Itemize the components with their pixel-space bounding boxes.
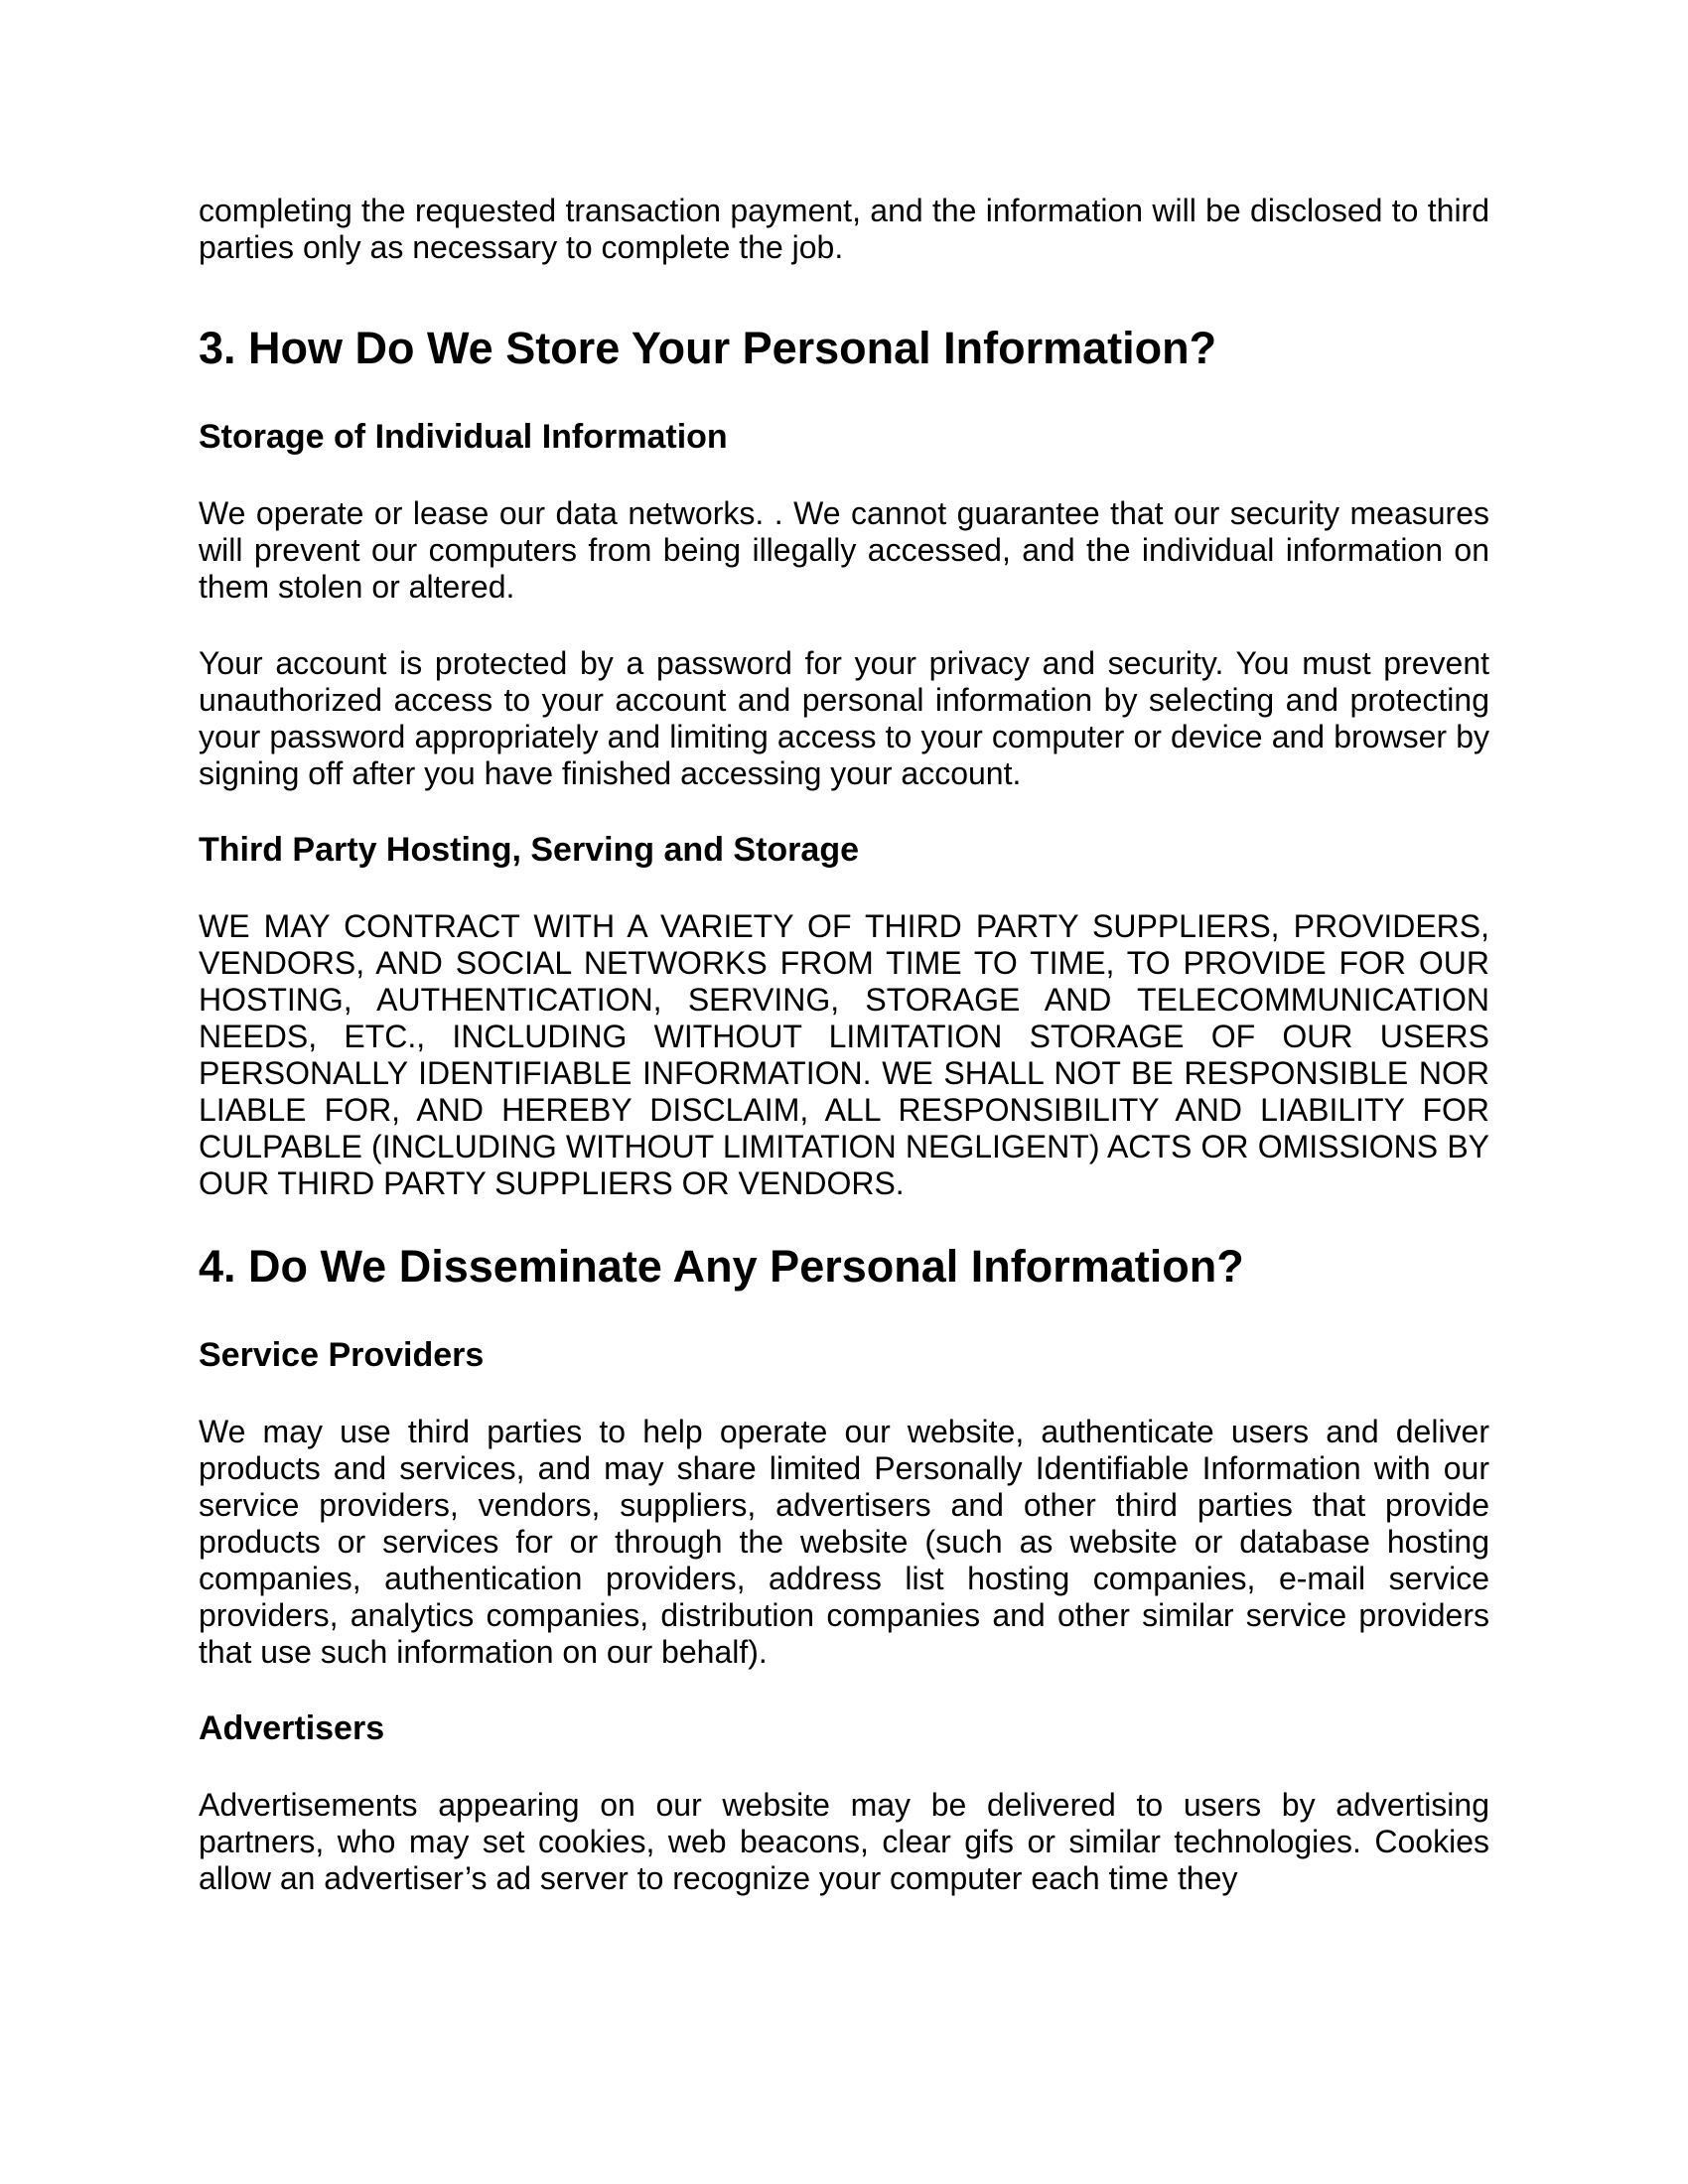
storage-of-individual-information-heading: Storage of Individual Information	[199, 418, 728, 456]
storage-paragraph-2: Your account is protected by a password for your privacy and security. You must prevent unauthorized access to your account and personal information by selecting and protecting your password appropriately and limiting access to your computer or device and browser by signing off after you have finished accessing your account.	[199, 645, 1489, 791]
section-3-heading: 3. How Do We Store Your Personal Information?	[199, 323, 1217, 373]
third-party-hosting-paragraph: WE MAY CONTRACT WITH A VARIETY OF THIRD PARTY SUPPLIERS, PROVIDERS, VENDORS, AND SOCIAL NETWORKS FROM TIME TO TIME, TO PROVIDE FOR OUR HOSTING, AUTHENTICATION, SERVING, STORAGE AND TELECOMMUNICATION NEEDS, ETC., INCLUDING WITHOUT LIMITATION STORAGE OF OUR USERS PERSONALLY IDENTIFIABLE INFORMATION. WE SHALL NOT BE RESPONSIBLE NOR LIABLE FOR, AND HEREBY DISCLAIM, ALL RESPONSIBILITY AND LIABILITY FOR CULPABLE (INCLUDING WITHOUT LIMITATION NEGLIGENT) ACTS OR OMISSIONS BY OUR THIRD PARTY SUPPLIERS OR VENDORS.	[199, 908, 1489, 1201]
intro-paragraph: completing the requested transaction payment, and the information will be disclosed to third parties only as necessary to complete the job.	[199, 193, 1489, 265]
storage-paragraph-1: We operate or lease our data networks. . We cannot guarantee that our security measures will prevent our computers from being illegally accessed, and the individual information on them stolen or altered.	[199, 495, 1489, 605]
section-4-heading: 4. Do We Disseminate Any Personal Information?	[199, 1241, 1244, 1292]
advertisers-paragraph: Advertisements appearing on our website may be delivered to users by advertising partners, who may set cookies, web beacons, clear gifs or similar technologies. Cookies allow an advertiser’s ad server to recognize your computer each time they	[199, 1787, 1489, 1896]
advertisers-heading: Advertisers	[199, 1709, 385, 1747]
third-party-hosting-heading: Third Party Hosting, Serving and Storage	[199, 831, 859, 869]
service-providers-heading: Service Providers	[199, 1336, 485, 1374]
service-providers-paragraph: We may use third parties to help operate our website, authenticate users and deliver products and services, and may share limited Personally Identifiable Information with our service providers, vendors, suppliers, advertisers and other third parties that provide products or services for or through the website (such as website or database hosting companies, authentication providers, address list hosting companies, e-mail service providers, analytics companies, distribution companies and other similar service providers that use such information on our behalf).	[199, 1414, 1489, 1670]
